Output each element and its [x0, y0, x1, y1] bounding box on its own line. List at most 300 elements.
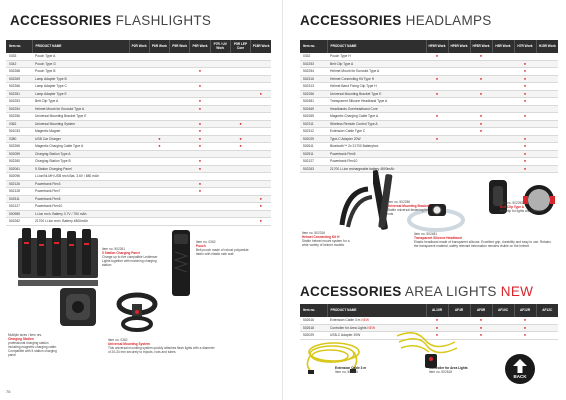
- caption-belt-clip-body: Belt clip for lights and batteries: [500, 209, 544, 214]
- area-lights-item-no: 502029: [300, 332, 327, 340]
- flashlights-row: [6, 113, 271, 121]
- headlamps-compatible-dot: ●: [514, 75, 536, 83]
- area-lights-empty-cell: [536, 324, 558, 332]
- headlamps-compatible-dot: ●: [426, 113, 448, 121]
- headlamps-product-name: [327, 135, 426, 143]
- area-lights-compatible-dot: ●: [470, 332, 492, 340]
- back-button-label: BACK: [513, 374, 527, 379]
- headlamps-empty-cell: [470, 158, 492, 166]
- flashlights-empty-cell: [190, 60, 210, 68]
- headlamps-empty-cell: [514, 120, 536, 128]
- flashlights-compatible-dot: ●: [149, 135, 169, 143]
- headlamps-empty-cell: [448, 150, 470, 158]
- headlamps-compatible-dot: ●: [514, 135, 536, 143]
- flashlights-product-name: [32, 90, 129, 98]
- headlamps-row: [300, 143, 558, 151]
- flashlights-compatible-dot: ●: [190, 128, 210, 136]
- flashlights-empty-cell: [149, 105, 169, 113]
- flashlights-compatible-dot: ●: [190, 98, 210, 106]
- mounting-system-photo: [112, 290, 162, 334]
- area-lights-product-name-text: Extension Cable 3 m: [330, 318, 361, 322]
- area-lights-compatible-dot: ●: [514, 317, 536, 324]
- area-lights-empty-cell: [492, 324, 514, 332]
- headlamps-row: [300, 105, 558, 113]
- flashlights-product-name-text: Lamp Adapter Type E: [35, 91, 67, 96]
- flashlights-product-name-text: Charging Station Type B: [35, 159, 71, 163]
- area-lights-title-light: AREA LIGHTS: [404, 284, 497, 299]
- headlamps-row: [300, 135, 558, 143]
- flashlights-empty-cell: [170, 143, 190, 151]
- headlamps-product-name-text: Helmet Band Fixing Clip Type H: [330, 84, 377, 88]
- flashlights-empty-cell: [129, 150, 149, 158]
- area-lights-compatible-dot: ●: [426, 332, 448, 340]
- caption-extension-cable: [335, 366, 395, 374]
- flashlights-item-no: 502254: [6, 105, 32, 113]
- headlamps-product-name: [327, 158, 426, 166]
- area-lights-header-7: AF12C: [536, 304, 558, 317]
- headlamps-item-no: 502127: [300, 158, 327, 166]
- flashlights-product-name-text: Powerbank Flex10: [35, 204, 63, 208]
- headlamps-product-name: [327, 113, 426, 121]
- headlamps-item-no: 502481: [300, 98, 327, 106]
- headlamps-header-3: HF6R Work: [448, 40, 470, 53]
- headlamps-product-name-text: Bluetooth™ 2x 21700 Batterybox: [330, 144, 379, 148]
- area-lights-row: [300, 317, 558, 324]
- flashlights-empty-cell: [149, 188, 169, 196]
- flashlights-compatible-dot: ●: [190, 120, 210, 128]
- flashlights-row: [6, 83, 271, 91]
- area-lights-header-3: AF4R: [448, 304, 470, 317]
- flashlights-header-2: P2R Work: [129, 40, 149, 53]
- area-lights-item-no: 502618: [300, 324, 327, 332]
- pouch-photo: [170, 230, 192, 300]
- headlamps-product-name: [327, 83, 426, 91]
- flashlights-empty-cell: [129, 135, 149, 143]
- flashlights-empty-cell: [251, 53, 271, 60]
- flashlights-product-name-text: 5 Station Charging Panel: [35, 166, 72, 171]
- flashlights-empty-cell: [230, 98, 250, 106]
- flashlights-product-name-text: Belt Clip Type A: [35, 99, 59, 103]
- flashlights-empty-cell: [251, 143, 271, 151]
- flashlights-product-name-text: Pouch Type B: [35, 69, 56, 73]
- flashlights-empty-cell: [149, 98, 169, 106]
- headlamps-empty-cell: [492, 53, 514, 60]
- flashlights-empty-cell: [170, 165, 190, 173]
- headlamps-compatible-dot: ●: [514, 98, 536, 106]
- flashlights-empty-cell: [251, 128, 271, 136]
- flashlights-row: [6, 218, 271, 226]
- flashlights-empty-cell: [129, 143, 149, 151]
- flashlights-empty-cell: [149, 120, 169, 128]
- flashlights-empty-cell: [190, 150, 210, 158]
- flashlights-empty-cell: [149, 210, 169, 218]
- flashlights-item-no: 502260: [6, 158, 32, 166]
- flashlights-empty-cell: [210, 188, 230, 196]
- area-lights-empty-cell: [536, 332, 558, 340]
- flashlights-table: [6, 40, 271, 226]
- headlamps-row: [300, 83, 558, 91]
- flashlights-empty-cell: [210, 90, 230, 98]
- flashlights-empty-cell: [210, 60, 230, 68]
- flashlights-title-bold: ACCESSORIES: [10, 13, 112, 28]
- flashlights-empty-cell: [251, 113, 271, 121]
- flashlights-row: [6, 203, 271, 211]
- flashlights-empty-cell: [170, 83, 190, 91]
- flashlights-product-name-text: Lamp Adapter Type B: [35, 76, 67, 81]
- headlamps-compatible-dot: ●: [426, 53, 448, 60]
- headlamps-product-name: [327, 105, 426, 113]
- headlamps-header-2: HF6R Work: [426, 40, 448, 53]
- headlamps-row: [300, 150, 558, 158]
- headlamps-title-bold: ACCESSORIES: [300, 13, 402, 28]
- headlamps-header-0: Item no.: [300, 40, 327, 53]
- flashlights-item-no: 0362: [6, 120, 32, 128]
- flashlights-row: [6, 180, 271, 188]
- caption-mounting-bracket-title: Universal Mounting Bracket: [387, 204, 430, 209]
- flashlights-empty-cell: [129, 218, 149, 226]
- headlamps-empty-cell: [492, 83, 514, 91]
- flashlights-empty-cell: [230, 210, 250, 218]
- flashlights-product-name: [32, 68, 129, 76]
- flashlights-row: [6, 98, 271, 106]
- headlamps-empty-cell: [492, 158, 514, 166]
- flashlights-item-no: 0380: [6, 135, 32, 143]
- flashlights-item-no: 502061: [6, 165, 32, 173]
- headlamps-empty-cell: [426, 120, 448, 128]
- headlamps-compatible-dot: ●: [426, 75, 448, 83]
- headlamps-empty-cell: [426, 150, 448, 158]
- flashlights-empty-cell: [251, 60, 271, 68]
- flashlights-product-name-text: Magnetic Charging Cable Type A: [35, 144, 84, 148]
- flashlights-product-name-text: Universal Mounting System: [35, 121, 76, 126]
- area-lights-compatible-dot: ●: [514, 324, 536, 332]
- flashlights-row: [6, 53, 271, 60]
- headlamps-product-name: [327, 128, 426, 136]
- headlamps-compatible-dot: ●: [514, 143, 536, 151]
- headlamps-empty-cell: [536, 53, 558, 60]
- flashlights-product-name: [32, 210, 129, 218]
- flashlights-empty-cell: [251, 158, 271, 166]
- flashlights-header-5: P6R Work: [190, 40, 210, 53]
- flashlights-empty-cell: [149, 165, 169, 173]
- flashlights-empty-cell: [129, 113, 149, 121]
- flashlights-product-name-text: Pouch Type G: [35, 61, 56, 66]
- headlamps-empty-cell: [492, 150, 514, 158]
- flashlights-compatible-dot: ●: [190, 135, 210, 143]
- headlamps-empty-cell: [492, 128, 514, 136]
- headlamps-header-4: HF8R Work: [470, 40, 492, 53]
- headlamps-compatible-dot: ●: [470, 90, 492, 98]
- area-lights-header-2: AL10R: [426, 304, 448, 317]
- headlamps-product-name-text: Helmet Connecting Kit Type H: [330, 76, 375, 81]
- flashlights-empty-cell: [190, 173, 210, 181]
- headlamps-empty-cell: [470, 105, 492, 113]
- flashlights-row: [6, 173, 271, 181]
- arrow-up-icon: [512, 358, 528, 374]
- headlamps-product-name-text: Extension Cable Type C: [330, 129, 366, 133]
- flashlights-compatible-dot: ●: [190, 180, 210, 188]
- headlamps-product-name-text: Transparent Silicone Headband Type A: [330, 99, 388, 103]
- flashlights-empty-cell: [251, 105, 271, 113]
- flashlights-empty-cell: [230, 180, 250, 188]
- headlamps-empty-cell: [470, 68, 492, 76]
- flashlights-empty-cell: [149, 195, 169, 203]
- flashlights-empty-cell: [129, 105, 149, 113]
- flashlights-item-no: 502266: [6, 83, 32, 91]
- flashlights-empty-cell: [129, 68, 149, 76]
- headlamps-empty-cell: [448, 158, 470, 166]
- flashlights-empty-cell: [230, 60, 250, 68]
- flashlights-compatible-dot: ●: [251, 218, 271, 226]
- flashlights-empty-cell: [129, 173, 149, 181]
- headlamps-header-7: H15R Work: [536, 40, 558, 53]
- flashlights-empty-cell: [170, 210, 190, 218]
- headlamps-item-no: 502254: [300, 68, 327, 76]
- caption-mounting-system-title: Universal Mounting System: [108, 342, 150, 347]
- headlamps-header-6: H7R Work: [514, 40, 536, 53]
- headlamps-item-no: 502313: [300, 83, 327, 91]
- flashlights-empty-cell: [170, 60, 190, 68]
- area-lights-compatible-dot: ●: [426, 324, 448, 332]
- flashlights-row: [6, 195, 271, 203]
- flashlights-empty-cell: [129, 90, 149, 98]
- flashlights-empty-cell: [170, 195, 190, 203]
- headlamps-item-no: 0332: [300, 53, 327, 60]
- flashlights-empty-cell: [129, 203, 149, 211]
- flashlights-empty-cell: [230, 173, 250, 181]
- flashlights-product-name: [32, 218, 129, 226]
- flashlights-empty-cell: [210, 203, 230, 211]
- page-number: 76: [6, 389, 11, 394]
- headlamps-empty-cell: [536, 60, 558, 68]
- headlamps-row: [300, 158, 558, 166]
- headlamps-empty-cell: [492, 68, 514, 76]
- helmet-connecting-kit-photo: [338, 185, 374, 229]
- headlamps-empty-cell: [492, 113, 514, 121]
- area-lights-product-name: [327, 317, 426, 324]
- flashlights-compatible-dot: ●: [251, 203, 271, 211]
- flashlights-empty-cell: [210, 83, 230, 91]
- flashlights-empty-cell: [129, 83, 149, 91]
- caption-controller-item: Item no. 502618: [429, 370, 453, 375]
- headlamps-row: [300, 120, 558, 128]
- flashlights-empty-cell: [210, 128, 230, 136]
- flashlights-empty-cell: [149, 203, 169, 211]
- flashlights-product-name-text: 21700 Li-ion rech. Battery 4800mAh: [35, 219, 88, 223]
- flashlights-empty-cell: [230, 218, 250, 226]
- headlamps-empty-cell: [426, 60, 448, 68]
- flashlights-row: [6, 60, 271, 68]
- flashlights-empty-cell: [190, 90, 210, 98]
- caption-belt-clip: [500, 201, 550, 213]
- flashlights-empty-cell: [149, 75, 169, 83]
- flashlights-empty-cell: [129, 120, 149, 128]
- flashlights-empty-cell: [251, 68, 271, 76]
- flashlights-empty-cell: [190, 218, 210, 226]
- flashlights-empty-cell: [251, 210, 271, 218]
- flashlights-empty-cell: [170, 150, 190, 158]
- flashlights-product-name-text: Helmet Mount for Euroslot Type A: [35, 106, 85, 111]
- headlamps-empty-cell: [470, 98, 492, 106]
- flashlights-row: [6, 135, 271, 143]
- headlamps-empty-cell: [536, 83, 558, 91]
- area-lights-compatible-dot: ●: [514, 332, 536, 340]
- headlamps-product-name-text: Type-C Adapter 20W: [330, 136, 361, 141]
- flashlights-empty-cell: [149, 128, 169, 136]
- flashlights-empty-cell: [210, 105, 230, 113]
- headlamps-item-no: 502611: [300, 143, 327, 151]
- flashlights-product-name: [32, 60, 129, 68]
- caption-mounting-bracket-body: Stable universal fastening for rods: [387, 208, 429, 217]
- flashlights-empty-cell: [230, 195, 250, 203]
- flashlights-product-name-text: Magnetic Magnet: [35, 129, 61, 133]
- flashlights-empty-cell: [251, 150, 271, 158]
- flashlights-product-name: [32, 135, 129, 143]
- headlamps-empty-cell: [514, 128, 536, 136]
- area-lights-header-5: AF10C: [492, 304, 514, 317]
- area-lights-title: [300, 284, 533, 299]
- headlamps-empty-cell: [492, 105, 514, 113]
- flashlights-empty-cell: [210, 143, 230, 151]
- flashlights-empty-cell: [170, 188, 190, 196]
- caption-mounting-bracket: [387, 200, 435, 216]
- headlamps-empty-cell: [426, 158, 448, 166]
- flashlights-empty-cell: [170, 113, 190, 121]
- flashlights-empty-cell: [230, 150, 250, 158]
- flashlights-empty-cell: [210, 135, 230, 143]
- flashlights-empty-cell: [149, 83, 169, 91]
- area-lights-title-new: NEW: [500, 284, 534, 299]
- flashlights-empty-cell: [129, 180, 149, 188]
- headlamps-empty-cell: [470, 135, 492, 143]
- headlamps-empty-cell: [448, 135, 470, 143]
- flashlights-empty-cell: [190, 53, 210, 60]
- headlamps-empty-cell: [492, 120, 514, 128]
- flashlights-empty-cell: [170, 98, 190, 106]
- headlamps-empty-cell: [426, 105, 448, 113]
- flashlights-compatible-dot: ●: [190, 165, 210, 173]
- flashlights-product-name-text: Powerbank Flex5: [35, 196, 61, 201]
- flashlights-empty-cell: [170, 173, 190, 181]
- flashlights-row: [6, 210, 271, 218]
- flashlights-empty-cell: [190, 195, 210, 203]
- flashlights-empty-cell: [210, 113, 230, 121]
- flashlights-empty-cell: [251, 180, 271, 188]
- caption-pouch-title: Pouch: [196, 244, 206, 249]
- caption-charging-station-item: Multiple sizes / item nrs.: [8, 333, 43, 337]
- headlamps-compatible-dot: ●: [470, 128, 492, 136]
- flashlights-row: [6, 120, 271, 128]
- page-headlamps: [283, 0, 566, 400]
- flashlights-item-no: 502126: [6, 180, 32, 188]
- headlamps-compatible-dot: ●: [514, 83, 536, 91]
- caption-pouch: [196, 240, 256, 256]
- headlamps-empty-cell: [536, 150, 558, 158]
- flashlights-product-name: [32, 150, 129, 158]
- flashlights-row: [6, 68, 271, 76]
- flashlights-empty-cell: [170, 75, 190, 83]
- flashlights-empty-cell: [129, 75, 149, 83]
- headlamps-compatible-dot: ●: [514, 158, 536, 166]
- flashlights-empty-cell: [170, 120, 190, 128]
- flashlights-empty-cell: [230, 128, 250, 136]
- headlamps-product-name-text: Magnetic Charging Cable Type A: [330, 114, 379, 118]
- flashlights-empty-cell: [230, 203, 250, 211]
- flashlights-compatible-dot: ●: [190, 83, 210, 91]
- headlamps-empty-cell: [536, 143, 558, 151]
- headlamps-empty-cell: [492, 90, 514, 98]
- headlamps-empty-cell: [448, 143, 470, 151]
- caption-extension-cable-title: Extension Cable 3 m: [335, 366, 367, 370]
- flashlights-empty-cell: [170, 90, 190, 98]
- headlamps-empty-cell: [536, 135, 558, 143]
- flashlights-product-name-text: Universal Mounting Bracket Type E: [35, 114, 87, 118]
- headlamps-item-no: 502511: [300, 150, 327, 158]
- flashlights-empty-cell: [129, 158, 149, 166]
- headlamps-item-no: 502256: [300, 90, 327, 98]
- caption-charging-panel: [102, 247, 164, 267]
- area-lights-compatible-dot: ●: [426, 317, 448, 324]
- caption-pouch-body: Belt pouch made of robust polyamide fabric with elastic side wall: [196, 248, 249, 257]
- headlamps-empty-cell: [536, 98, 558, 106]
- headlamps-empty-cell: [448, 128, 470, 136]
- headlamps-product-name: [327, 90, 426, 98]
- area-lights-new-tag: NEW: [367, 325, 376, 330]
- headlamps-row: [300, 165, 558, 173]
- headlamps-row: [300, 98, 558, 106]
- flashlights-row: [6, 143, 271, 151]
- headlamps-empty-cell: [470, 83, 492, 91]
- flashlights-empty-cell: [251, 75, 271, 83]
- headlamps-row: [300, 75, 558, 83]
- flashlights-empty-cell: [210, 165, 230, 173]
- headlamps-product-name-text: Belt Clip Type A: [330, 61, 354, 66]
- flashlights-item-no: 502096: [6, 173, 32, 181]
- flashlights-empty-cell: [251, 173, 271, 181]
- flashlights-empty-cell: [230, 53, 250, 60]
- flashlights-empty-cell: [230, 113, 250, 121]
- headlamps-empty-cell: [536, 75, 558, 83]
- flashlights-empty-cell: [210, 120, 230, 128]
- caption-charging-station-title: Charging Station: [8, 337, 34, 342]
- headlamps-product-name: [327, 98, 426, 106]
- flashlights-header-4: P5R Work: [170, 40, 190, 53]
- flashlights-empty-cell: [129, 53, 149, 60]
- headlamps-row: [300, 113, 558, 121]
- headlamps-empty-cell: [536, 128, 558, 136]
- area-lights-empty-cell: [492, 317, 514, 324]
- flashlights-product-name: [32, 75, 129, 83]
- headlamps-row: [300, 60, 558, 68]
- flashlights-empty-cell: [210, 173, 230, 181]
- headlamps-compatible-dot: ●: [514, 68, 536, 76]
- caption-mounting-system-body: This universal mounting system quickly attaches flash lights with a diameter of 20-34 mm securely to tripods, rods and tubes.: [108, 346, 215, 355]
- caption-belt-clip-title: Belt Clip Type A: [500, 205, 525, 210]
- headlamps-product-name-text: Helmet Mount for Euroslot Type A: [330, 69, 380, 73]
- flashlights-item-no: 502059: [6, 150, 32, 158]
- flashlights-empty-cell: [149, 60, 169, 68]
- caption-mounting-system-item: Item no. 0362: [108, 338, 128, 342]
- area-lights-compatible-dot: ●: [470, 317, 492, 324]
- caption-charging-panel-item: Item no. 502261: [102, 247, 126, 251]
- flashlights-item-no: 502265: [6, 143, 32, 151]
- headlamps-empty-cell: [448, 60, 470, 68]
- flashlights-empty-cell: [149, 158, 169, 166]
- headlamps-item-no: 502253: [300, 60, 327, 68]
- flashlights-empty-cell: [210, 98, 230, 106]
- area-lights-header-4: AF8R: [470, 304, 492, 317]
- back-button[interactable]: [505, 354, 535, 384]
